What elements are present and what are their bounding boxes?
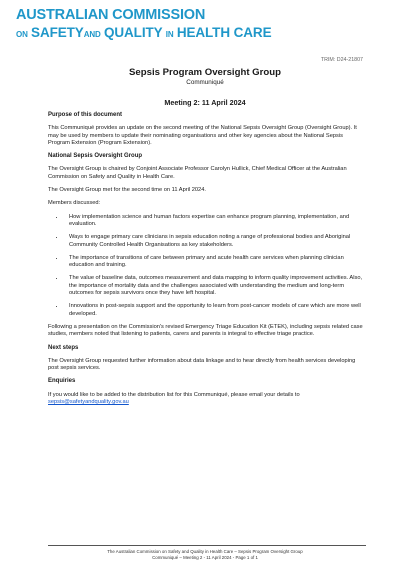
members-discussed-label: Members discussed:	[48, 200, 101, 207]
list-item: • Innovations in post-sepsis support and the opportunity to learn from post-cancer models of care which are more well developed.	[65, 303, 366, 318]
discussion-list	[48, 214, 366, 318]
enquiries-body: If you would like to be added to the distribution list for this Communiqué, please email your details to	[48, 391, 300, 398]
email-link[interactable]: sepsis@safetyandquality.gov.au	[48, 399, 129, 406]
enquiries-heading: Enquiries	[48, 378, 76, 385]
commission-logo	[16, 8, 271, 39]
enquiries-text	[48, 392, 366, 407]
purpose-heading: Purpose of this document	[48, 112, 123, 118]
document-subtitle: Communiqué	[186, 79, 224, 86]
next-steps-text: The Oversight Group requested further information about data linkage and to hear directly from health services developing post sepsis services.	[48, 357, 356, 372]
document-title: Sepsis Program Oversight Group	[129, 67, 281, 78]
etek-text: Following a presentation on the Commission's revised Emergency Triage Education Kit (ETEK), including sepsis related case studies, members noted that listening to patients, carers and parents is integral to effective triage practice.	[48, 323, 363, 338]
list-item: • The value of baseline data, outcomes measurement and data mapping to inform quality improvement activities. Also, the importance of mortality data and the challenges associated with understanding the medium and long-term outcomes for sepsis survivors once they have left hospital.	[65, 275, 366, 297]
purpose-text: This Communiqué provides an update on the second meeting of the National Sepsis Oversight Group (Oversight Group). It may be used by members to update their nominating organisations and other key agencies about the National Sepsis Program Extension (Program Extension).	[48, 125, 357, 146]
meeting-heading: Meeting 2: 11 April 2024	[164, 98, 246, 107]
list-item: • The importance of transitions of care between primary and acute health care services when planning clinician education and training.	[65, 255, 366, 270]
next-steps-heading: Next steps	[48, 344, 79, 351]
logo-line-1: AUSTRALIAN COMMISSION	[16, 7, 206, 23]
document-body	[48, 112, 366, 412]
trim-reference: TRIM: D24-21807	[320, 57, 363, 63]
page-footer	[0, 549, 410, 561]
list-item: • How implementation science and human factors expertise can enhance program planning, implementation, and evaluation.	[65, 214, 366, 229]
oversight-heading: National Sepsis Oversight Group	[48, 153, 143, 160]
footer-divider	[48, 545, 366, 546]
oversight-chair-text: The Oversight Group is chaired by Conjoint Associate Professor Carolyn Hullick, Chief Medical Officer at the Australian Commission on Safety and Quality in Health Care.	[48, 166, 347, 180]
footer-line-2: Communiqué – Meeting 2 - 11 April 2024 - Page 1 of 1	[152, 555, 258, 560]
list-item: • Ways to engage primary care clinicians in sepsis education noting a range of professional bodies and Aboriginal Community Controlled Health Organisations as key stakeholders.	[65, 234, 366, 249]
footer-line-1: The Australian Commission on Safety and Quality in Health Care – Sepsis Program Oversight Group	[107, 549, 303, 554]
logo-line-2: ON SAFETYAND QUALITY IN HEALTH CARE	[16, 24, 272, 40]
oversight-meeting-text: The Oversight Group met for the second time on 11 April 2024.	[48, 187, 206, 194]
